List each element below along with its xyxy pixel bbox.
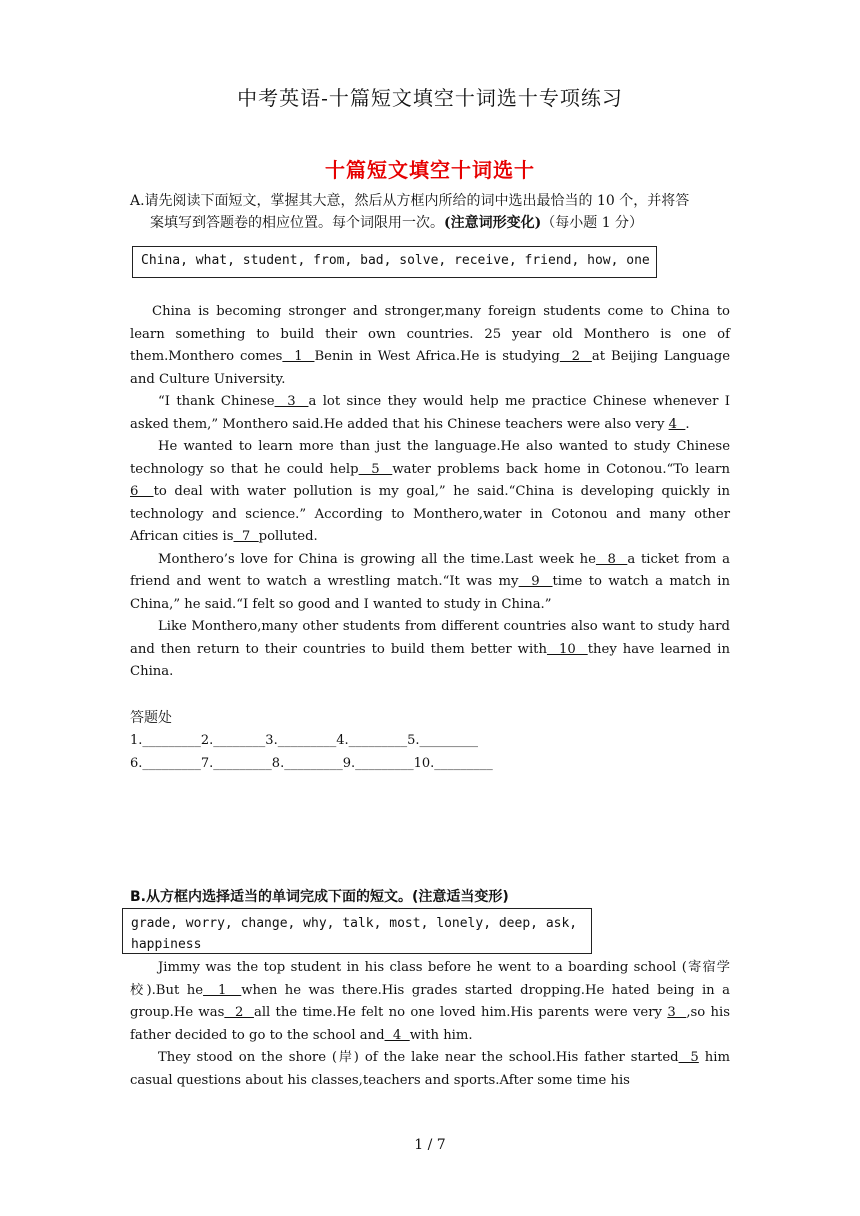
passage-a [130, 301, 730, 684]
paragraph: Monthero’s love for China is growing all the time.Last week he 8 a ticket from a friend and went to watch a wrestling match.“It was my 9 time to watch a match in China,” he said.“I felt so good and I wanted to study in China.” [130, 551, 730, 612]
blank-2: 2 [224, 1005, 254, 1020]
paragraph: Like Monthero,many other students from different countries also want to study hard and then return to their countries to build them better with 10 they have learned in China. [130, 619, 730, 679]
blank-9: 9 [518, 574, 553, 589]
answer-row-2: 6._________7._________8._________9._________10._________ [130, 756, 493, 771]
paragraph: He wanted to learn more than just the language.He also wanted to study Chinese technology so that he could help 5 water problems back home in Cotonou.“To learn 6 to deal with water pollution is my goal,” he said.“China is developing quickly in technology and science.” According to Monthero,water in Cotonou and many other African cities is 7 polluted. [130, 439, 730, 544]
paragraph: Jimmy was the top student in his class before he went to a boarding school (寄宿学校).But he 1 when he was there.His grades started dropping.He hated being in a group.He was 2 all the time.He felt no one loved him.His parents were very 3 ,so his father decided to go to the school and 4 with him. [130, 960, 730, 1043]
section-title: 十篇短文填空十词选十 [325, 158, 535, 182]
part-b-heading: B.从方框内选择适当的单词完成下面的短文。(注意适当变形) [130, 889, 509, 905]
passage-b [130, 957, 730, 1092]
paragraph: They stood on the shore (岸) of the lake near the school.His father started 5 him casual questions about his classes,teachers and sports.After some time his [130, 1050, 730, 1088]
blank-4: 4 [668, 416, 686, 432]
blank-5: 5 [678, 1050, 699, 1065]
answer-row-1: 1._________2.________3._________4._________5._________ [130, 733, 479, 748]
word-box-a: China, what, student, from, bad, solve, receive, friend, how, one [132, 246, 657, 278]
document-title: 中考英语-十篇短文填空十词选十专项练习 [237, 86, 623, 110]
blank-7: 7 [233, 529, 259, 544]
blank-1: 1 [282, 349, 315, 364]
word-box-b: grade, worry, change, why, talk, most, lonely, deep, ask, happiness [122, 908, 592, 954]
instruction-note: (注意词形变化) [444, 215, 542, 231]
blank-3: 3 [667, 1005, 687, 1020]
paragraph: “I thank Chinese 3 a lot since they would help me practice Chinese whenever I asked them,” Monthero said.He added that his Chinese teachers were also very 4 . [130, 394, 730, 432]
page-number: 1 / 7 [414, 1137, 446, 1153]
blank-4: 4 [384, 1027, 410, 1043]
part-a-instructions [130, 190, 730, 234]
blank-2: 2 [559, 349, 592, 364]
blank-3: 3 [274, 394, 309, 409]
answer-label: 答题处 [130, 710, 172, 726]
blank-10: 10 [546, 641, 588, 657]
blank-1: 1 [203, 982, 242, 998]
instruction-line-2: 案填写到答题卷的相应位置。每个词限用一次。(注意词形变化)（每小题 1 分） [150, 215, 644, 231]
blank-6: 6 [130, 484, 154, 499]
blank-5: 5 [358, 461, 393, 477]
paragraph: China is becoming stronger and stronger,many foreign students come to China to learn something to build their own countries. 25 year old Monthero is one of them.Monthero comes 1 Benin in West Africa.He is studying 2 at Beijing Language and Culture University. [130, 304, 730, 387]
blank-8: 8 [595, 551, 628, 567]
instruction-line-1: A.请先阅读下面短文，掌握其大意，然后从方框内所给的词中选出最恰当的 10 个，并将答 [130, 193, 690, 209]
